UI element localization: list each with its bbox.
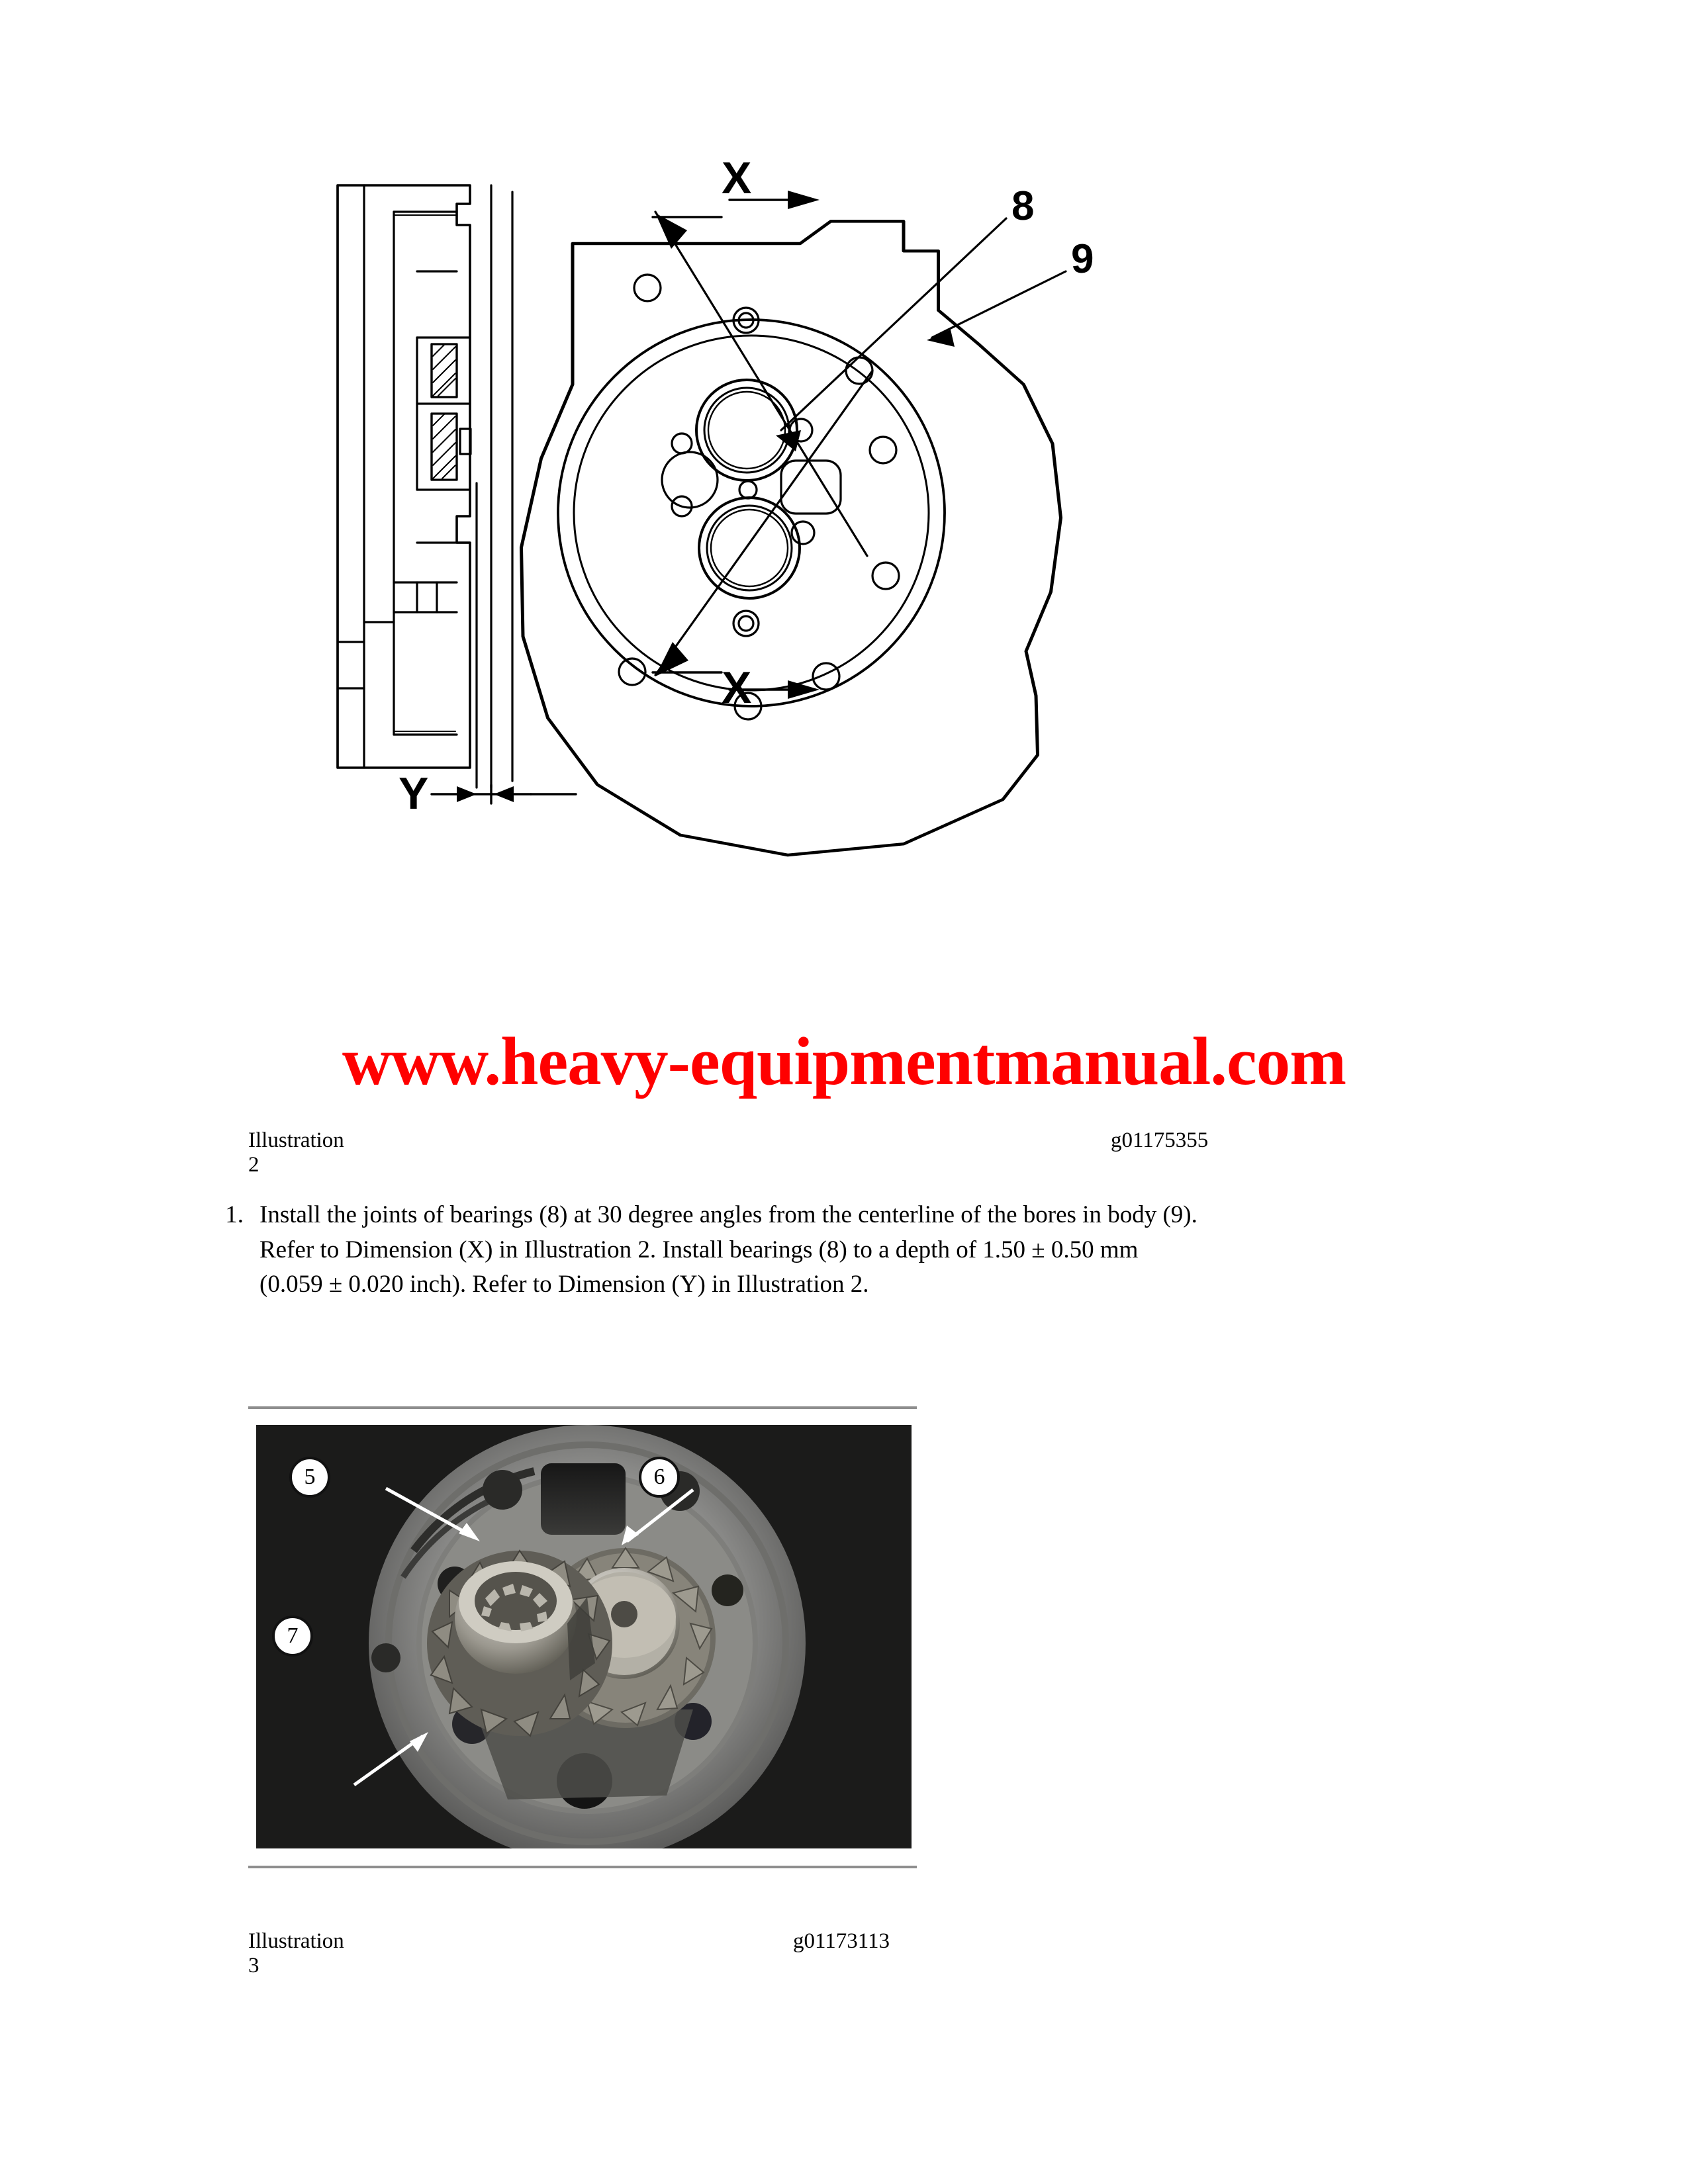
watermark: www.heavy-equipmentmanual.com xyxy=(342,1024,1346,1099)
step-line-3: (0.059 ± 0.020 inch). Refer to Dimension (Y) in Illustration 2. xyxy=(259,1271,869,1298)
callout-8-label: 8 xyxy=(1011,183,1035,229)
callout-7-label: 7 xyxy=(272,1615,313,1657)
illustration-2-figure xyxy=(258,119,1450,1046)
step-body xyxy=(259,1198,1496,1302)
illustration-2-drawing xyxy=(258,119,1450,1046)
dimension-x-top-label: X xyxy=(722,153,752,203)
illustration-2-figure-id: g01175355 xyxy=(1111,1128,1209,1152)
illustration-2-caption: Illustration 2 xyxy=(248,1128,344,1177)
figure-rule-bottom xyxy=(248,1866,917,1868)
illustration-3-caption: Illustration 3 xyxy=(248,1929,344,1978)
step-line-1: Install the joints of bearings (8) at 30 degree angles from the centerline of the bores in body (9). xyxy=(259,1201,1197,1228)
step-paragraph xyxy=(199,1198,1496,1302)
illustration-3-figure xyxy=(248,1406,917,1868)
callout-5-label: 5 xyxy=(289,1457,330,1498)
dimension-y-label: Y xyxy=(399,768,429,819)
pump-gears-photo xyxy=(256,1425,912,1848)
callout-9-label: 9 xyxy=(1071,236,1094,282)
illustration-3-figure-id: g01173113 xyxy=(793,1929,890,1953)
dimension-x-bottom-label: X xyxy=(722,662,752,713)
illustration-3-photo xyxy=(256,1425,912,1848)
step-line-2: Refer to Dimension (X) in Illustration 2. Install bearings (8) to a depth of 1.50 ± 0.50 mm xyxy=(259,1236,1139,1263)
step-number: 1. xyxy=(225,1201,244,1228)
figure-rule-top xyxy=(248,1406,917,1409)
callout-6-label: 6 xyxy=(639,1457,680,1498)
